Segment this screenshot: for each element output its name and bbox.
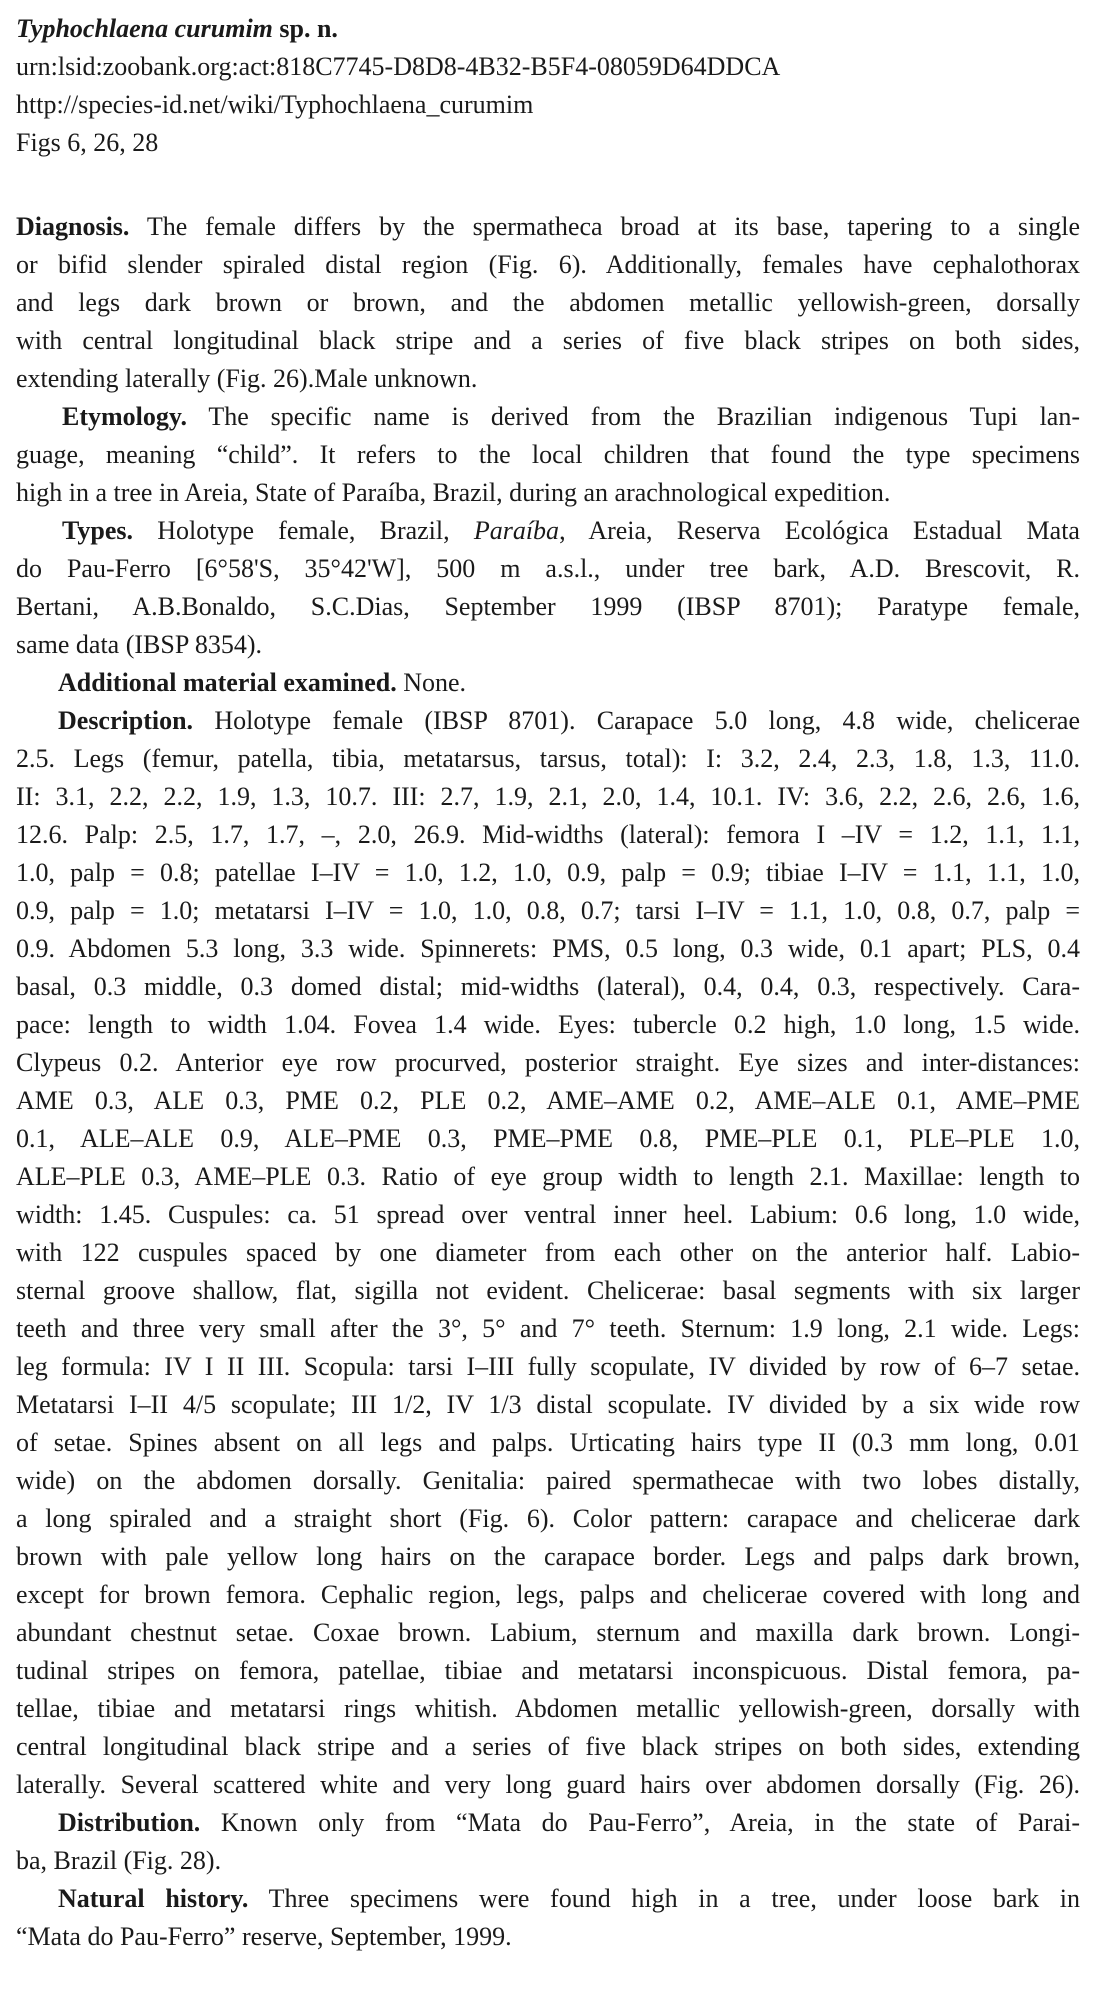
zoobank-lsid: urn:lsid:zoobank.org:act:818C7745-D8D8-4B32-B5F4-08059D64DDCA [16,52,781,81]
diagnosis-line-1: Diagnosis. The female differs by the spermatheca broad at its base, tapering to a single [16,212,1080,241]
description-line-13: ALE–PLE 0.3, AME–PLE 0.3. Ratio of eye group width to length 2.1. Maxillae: length to [16,1162,1080,1191]
diagnosis-line-3: and legs dark brown or brown, and the abdomen metallic yellowish-green, dorsally [16,288,1080,317]
natural-history-line-1: Natural history. Three specimens were found high in a tree, under loose bark in [58,1884,1081,1913]
description-line-16: sternal groove shallow, flat, sigilla not evident. Chelicerae: basal segments with six larger [16,1276,1080,1305]
types-line-2: do Pau-Ferro [6°58'S, 35°42'W], 500 m a.s.l., under tree bark, A.D. Brescovit, R. [16,554,1080,583]
additional-material-line: Additional material examined. None. [58,668,467,697]
description-line-2: 2.5. Legs (femur, patella, tibia, metatarsus, tarsus, total): I: 3.2, 2.4, 2.3, 1.8, 1.3, 11.0. [16,744,1080,773]
diagnosis-line-5: extending laterally (Fig. 26).Male unknown. [16,364,478,393]
description-line-3: II: 3.1, 2.2, 2.2, 1.9, 1.3, 10.7. III: 2.7, 1.9, 2.1, 2.0, 1.4, 10.1. IV: 3.6, 2.2, 2.6, 2.6, 1.6, [16,782,1080,811]
description-line-6: 0.9, palp = 1.0; metatarsi I–IV = 1.0, 1.0, 0.8, 0.7; tarsi I–IV = 1.1, 1.0, 0.8, 0.7, palp = [16,896,1080,925]
description-line-23: brown with pale yellow long hairs on the carapace border. Legs and palps dark brown, [16,1542,1080,1571]
locality-italic: Paraíba [473,516,560,545]
description-line-18: leg formula: IV I II III. Scopula: tarsi I–III fully scopulate, IV divided by row of 6–7 setae. [16,1352,1080,1381]
diagnosis-line-4: with central longitudinal black stripe and a series of five black stripes on both sides, [16,326,1080,355]
description-line-25: abundant chestnut setae. Coxae brown. Labium, sternum and maxilla dark brown. Longi- [16,1618,1080,1647]
types-line-4: same data (IBSP 8354). [16,630,262,659]
diagnosis-line-2: or bifid slender spiraled distal region (Fig. 6). Additionally, females have cephalothorax [16,250,1080,279]
species-title [16,10,1080,48]
description-line-7: 0.9. Abdomen 5.3 long, 3.3 wide. Spinnerets: PMS, 0.5 long, 0.3 wide, 0.1 apart; PLS, 0.4 [16,934,1080,963]
distribution-label: Distribution. [58,1808,201,1837]
description-label: Description. [58,706,194,735]
description-line-20: of setae. Spines absent on all legs and palps. Urticating hairs type II (0.3 mm long, 0.01 [16,1428,1080,1457]
description-line-24: except for brown femora. Cephalic region, legs, palps and chelicerae covered with long and [16,1580,1080,1609]
description-line-14: width: 1.45. Cuspules: ca. 51 spread over ventral inner heel. Labium: 0.6 long, 1.0 wide, [16,1200,1080,1229]
figure-references: Figs 6, 26, 28 [16,128,159,157]
natural-history-label: Natural history. [58,1884,249,1913]
description-line-9: pace: length to width 1.04. Fovea 1.4 wide. Eyes: tubercle 0.2 high, 1.0 long, 1.5 wide. [16,1010,1080,1039]
wiki-link: http://species-id.net/wiki/Typhochlaena_curumim [16,90,534,119]
description-line-5: 1.0, palp = 0.8; patellae I–IV = 1.0, 1.2, 1.0, 0.9, palp = 0.9; tibiae I–IV = 1.1, 1.1, 1.0, [16,858,1080,887]
description-line-26: tudinal stripes on femora, patellae, tibiae and metatarsi inconspicuous. Distal femora, pa- [16,1656,1080,1685]
additional-material-label: Additional material examined. [58,668,397,697]
description-line-8: basal, 0.3 middle, 0.3 domed distal; mid-widths (lateral), 0.4, 0.4, 0.3, respectively. Cara- [16,972,1080,1001]
description-line-19: Metatarsi I–II 4/5 scopulate; III 1/2, IV 1/3 distal scopulate. IV divided by a six wide row [16,1390,1080,1419]
species-name: Typhochlaena curumim [16,14,273,43]
description-line-28: central longitudinal black stripe and a series of five black stripes on both sides, extending [16,1732,1080,1761]
description-line-29: laterally. Several scattered white and very long guard hairs over abdomen dorsally (Fig. 26). [16,1770,1080,1799]
description-line-21: wide) on the abdomen dorsally. Genitalia: paired spermathecae with two lobes distally, [16,1466,1080,1495]
description-line-12: 0.1, ALE–ALE 0.9, ALE–PME 0.3, PME–PME 0.8, PME–PLE 0.1, PLE–PLE 1.0, [16,1124,1080,1153]
description-line-10: Clypeus 0.2. Anterior eye row procurved, posterior straight. Eye sizes and inter-distances: [16,1048,1080,1077]
description-line-15: with 122 cuspules spaced by one diameter from each other on the anterior half. Labio- [16,1238,1080,1267]
distribution-line-2: ba, Brazil (Fig. 28). [16,1846,222,1875]
species-suffix: sp. n. [272,14,338,43]
description-line-27: tellae, tibiae and metatarsi rings whitish. Abdomen metallic yellowish-green, dorsally with [16,1694,1080,1723]
etymology-label: Etymology. [62,402,187,431]
description-line-1: Description. Holotype female (IBSP 8701). Carapace 5.0 long, 4.8 wide, chelicerae [58,706,1080,735]
description-line-17: teeth and three very small after the 3°, 5° and 7° teeth. Sternum: 1.9 long, 2.1 wide. Legs: [16,1314,1080,1343]
natural-history-line-2: “Mata do Pau-Ferro” reserve, September, 1999. [16,1922,512,1951]
etymology-line-1: Etymology. The specific name is derived from the Brazilian indigenous Tupi lan- [62,402,1080,431]
diagnosis-label: Diagnosis. [16,212,130,241]
description-line-11: AME 0.3, ALE 0.3, PME 0.2, PLE 0.2, AME–AME 0.2, AME–ALE 0.1, AME–PME [16,1086,1080,1115]
distribution-line-1: Distribution. Known only from “Mata do Pau-Ferro”, Areia, in the state of Parai- [58,1808,1080,1837]
description-line-4: 12.6. Palp: 2.5, 1.7, 1.7, –, 2.0, 26.9. Mid-widths (lateral): femora I –IV = 1.2, 1.1, 1.1, [16,820,1080,849]
types-label: Types. [62,516,134,545]
etymology-line-3: high in a tree in Areia, State of Paraíba, Brazil, during an arachnological expedition. [16,478,891,507]
description-line-22: a long spiraled and a straight short (Fig. 6). Color pattern: carapace and chelicerae dark [16,1504,1080,1533]
types-line-3: Bertani, A.B.Bonaldo, S.C.Dias, September 1999 (IBSP 8701); Paratype female, [16,592,1080,621]
etymology-line-2: guage, meaning “child”. It refers to the local children that found the type specimens [16,440,1080,469]
types-line-1: Types. Holotype female, Brazil, Paraíba, Areia, Reserva Ecológica Estadual Mata [62,516,1080,545]
